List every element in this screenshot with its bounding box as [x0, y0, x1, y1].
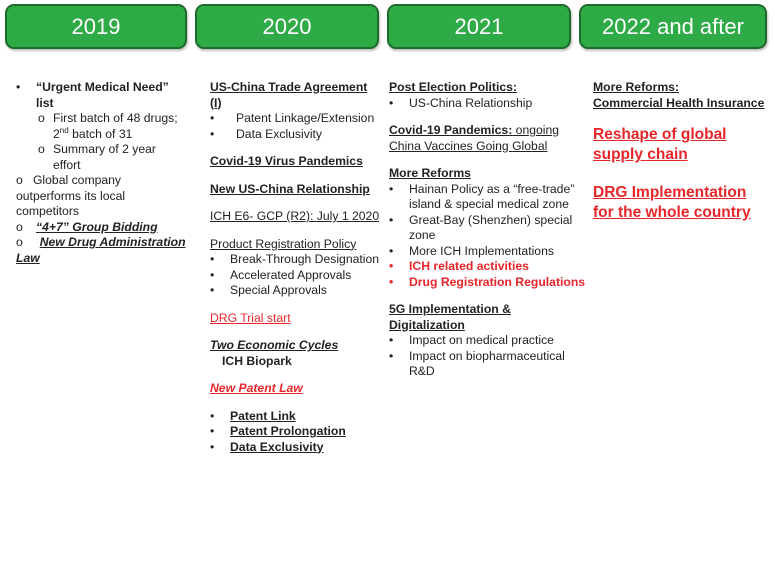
reform-item: • Great-Bay (Shenzhen) special zone	[389, 212, 573, 242]
reform-item-red: • Drug Registration Regulations	[389, 274, 586, 289]
bidding-text: “4+7” Group Bidding	[36, 219, 158, 234]
column-2022-after	[593, 80, 771, 223]
covid-title: Covid-19 Virus Pandemics	[210, 154, 363, 168]
global-text: o Global company outperforms its local competitors	[16, 173, 126, 218]
header-2019: 2019	[5, 4, 187, 49]
covid-vaccines: Covid-19 Pandemics: ongoing China Vaccines Going Global	[389, 123, 560, 153]
bullet: •	[16, 80, 21, 94]
more-reforms-title: More Reforms	[389, 166, 471, 180]
trade-item: • Data Exclusivity	[210, 126, 323, 141]
reform-item-red: • ICH related activities	[389, 259, 529, 273]
prp-item: • Break-Through Designation	[210, 252, 380, 266]
prp-item: • Accelerated Approvals	[210, 267, 352, 282]
summary-text: Summary of 2 year effort	[53, 142, 156, 172]
reshape-supply-chain: Reshape of global supply chain	[593, 126, 727, 163]
header-2022-after: 2022 and after	[579, 4, 767, 49]
batches-text: First batch of 48 drugs; 2nd batch of 31	[53, 111, 178, 141]
urgent-need-item	[16, 80, 186, 111]
law-text: o New Drug Administration Law	[16, 235, 186, 265]
commercial-insurance-label: Commercial Health Insurance	[593, 95, 765, 110]
patent-item: • Data Exclusivity	[210, 439, 324, 454]
fiveg-title: 5G Implementation & Digitalization	[389, 302, 511, 332]
urgent-need-title: “Urgent Medical Need” list	[36, 80, 169, 110]
patent-item: • Patent Link	[210, 408, 296, 423]
fiveg-item: • Impact on medical practice	[389, 333, 554, 347]
prp-item: • Special Approvals	[210, 283, 327, 297]
reform-item: • Hainan Policy as a “free-trade” island & special medical zone	[389, 181, 575, 211]
trade-item: • Patent Linkage/Extension	[210, 111, 375, 125]
drg-implementation: DRG Implementation for the whole country	[593, 184, 751, 221]
column-2019	[16, 80, 186, 266]
ich-biopark: ICH Biopark	[222, 353, 292, 368]
patent-item: • Patent Prolongation	[210, 424, 346, 438]
sub-item-batches	[16, 111, 186, 142]
law-item	[16, 235, 186, 266]
economic-cycles: Two Economic Cycles	[210, 338, 339, 352]
more-reforms-label: More Reforms:	[593, 80, 680, 94]
drg-trial: DRG Trial start	[210, 310, 291, 325]
ich-gcp: ICH E6- GCP (R2): July 1 2020	[210, 209, 380, 223]
column-2021	[389, 80, 589, 380]
fiveg-item: • Impact on biopharmaceutical R&D	[389, 348, 565, 378]
column-2020	[210, 80, 380, 455]
global-item	[16, 173, 186, 220]
circle-bullet: o	[38, 111, 45, 125]
sub-item-summary	[16, 142, 186, 173]
header-2020: 2020	[195, 4, 379, 49]
trade-agreement-title: US-China Trade Agreement (I)	[210, 80, 368, 110]
relationship-title: New US-China Relationship	[210, 181, 370, 196]
header-2021: 2021	[387, 4, 571, 49]
reform-item: • More ICH Implementations	[389, 243, 554, 258]
post-election-title: Post Election Politics:	[389, 80, 517, 94]
circle-bullet: o	[16, 219, 23, 234]
post-item: • US-China Relationship	[389, 95, 533, 110]
new-patent-law: New Patent Law	[210, 381, 303, 395]
bidding-item	[16, 220, 186, 236]
product-registration-title: Product Registration Policy	[210, 236, 357, 251]
circle-bullet: o	[38, 142, 45, 156]
